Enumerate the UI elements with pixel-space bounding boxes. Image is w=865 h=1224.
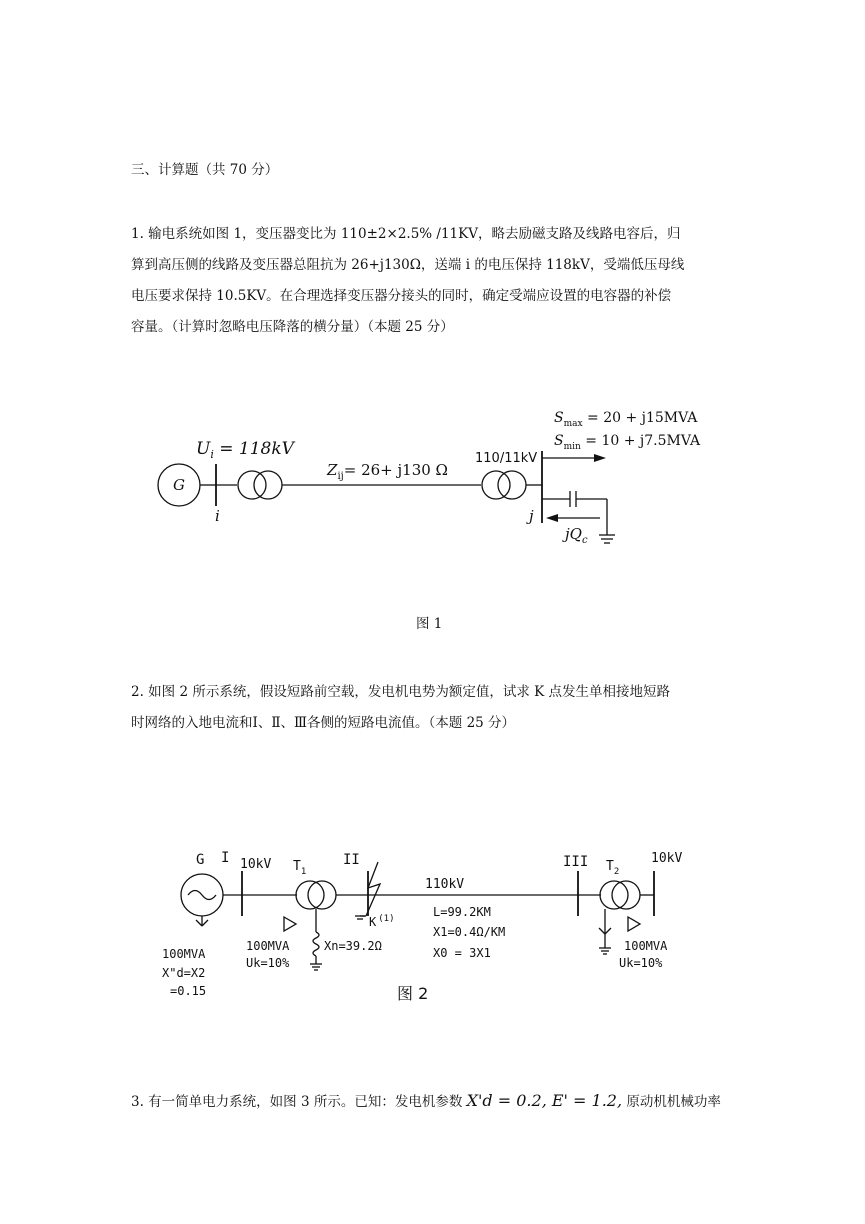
q1-line-1: 1. 输电系统如图 1，变压器变比为 110±2×2.5% /11KV，略去励磁支路及线路电容后，归	[131, 226, 681, 242]
line-x1-label: X1=0.4Ω/KM	[433, 925, 506, 939]
q1-line-2: 算到高压侧的线路及变压器总阻抗为 26+j130Ω，送端 i 的电压保持 118kV，受端低压母线	[131, 257, 685, 273]
node-j-label: j	[529, 507, 534, 525]
q1-line-3: 电压要求保持 10.5KV。在合理选择变压器分接头的同时，确定受端应设置的电容器的补偿	[131, 288, 672, 304]
question-1	[131, 219, 741, 343]
ui-label: $U_i = 118kV$	[196, 439, 294, 461]
kv2-label: 10kV	[651, 851, 683, 866]
transformer-2-symbol-a	[600, 881, 628, 909]
bus-3-label: III	[563, 854, 589, 870]
q3-formula: X'd = 0.2, E' = 1.2,	[466, 1091, 623, 1110]
smin-label: $S_{min} = 10 + j7.5MVA$	[554, 433, 701, 452]
transformer-1-symbol-b	[308, 881, 336, 909]
transformer-2-symbol-b	[498, 471, 526, 499]
figure-1-caption: 图 1	[416, 616, 443, 632]
generator-wave	[188, 891, 216, 900]
bus-1-label: I	[221, 850, 230, 866]
figure-2-diagram	[0, 840, 865, 1020]
question-2	[131, 677, 741, 739]
t2-mva-label: 100MVA	[624, 939, 668, 953]
fault-k-label: K $^{(1)}$	[369, 914, 395, 929]
question-3	[131, 1090, 721, 1110]
ratio-label: 110/11kV	[475, 451, 538, 466]
xn-label: Xn=39.2Ω	[324, 939, 382, 953]
q1-line-4: 容量。（计算时忽略电压降落的横分量）（本题 25 分）	[131, 319, 454, 335]
section-heading: 三、计算题（共 70 分）	[131, 162, 279, 178]
t2-label: $T_2$	[606, 859, 620, 877]
node-i-label: i	[215, 507, 220, 525]
transformer-2-symbol-b	[612, 881, 640, 909]
smax-label: $S_{max} = 20 + j15MVA$	[554, 410, 698, 429]
q3-text-a: 3. 有一简单电力系统，如图 3 所示。已知：发电机参数	[131, 1094, 467, 1110]
qc-label: $jQ_c$	[565, 525, 588, 546]
t1-uk-label: Uk=10%	[246, 956, 290, 970]
figure-1-diagram	[0, 395, 865, 565]
line-length-label: L=99.2KM	[433, 905, 491, 919]
neutral-reactor	[313, 932, 319, 956]
t2-uk-label: Uk=10%	[619, 956, 663, 970]
generator-label: G	[173, 476, 185, 494]
t2-delta-symbol	[628, 917, 640, 931]
bus-2-label: II	[343, 852, 360, 868]
q2-line-1: 2. 如图 2 所示系统，假设短路前空载，发电机电势为额定值，试求 K 点发生单相接地短路	[131, 684, 671, 700]
t1-delta-symbol	[284, 917, 296, 931]
load-arrow-head	[594, 454, 606, 462]
transformer-1-symbol-a	[238, 471, 266, 499]
q3-text-b: 原动机机械功率	[622, 1094, 721, 1110]
transformer-2-symbol-a	[482, 471, 510, 499]
transformer-1-symbol-a	[296, 881, 324, 909]
q2-line-2: 时网络的入地电流和Ⅰ、Ⅱ、Ⅲ各侧的短路电流值。（本题 25 分）	[131, 715, 516, 731]
t1-mva-label: 100MVA	[246, 939, 290, 953]
transformer-1-symbol-b	[254, 471, 282, 499]
gen-mva-label: 100MVA	[162, 947, 206, 961]
gen-x-label: X"d=X2	[162, 966, 206, 980]
figure-2-caption: 图 2	[397, 984, 429, 1003]
kv1-label: 10kV	[240, 857, 272, 872]
t1-label: $T_1$	[293, 859, 307, 877]
line-x0-label: X0 = 3X1	[433, 946, 491, 960]
generator-label: G	[196, 852, 205, 868]
gen-x-value: =0.15	[170, 984, 207, 998]
qc-arrow-head	[546, 514, 558, 522]
impedance-label: $Z_{ij}= 26+ j130$ Ω	[327, 461, 448, 482]
line-kv-label: 110kV	[425, 877, 465, 892]
